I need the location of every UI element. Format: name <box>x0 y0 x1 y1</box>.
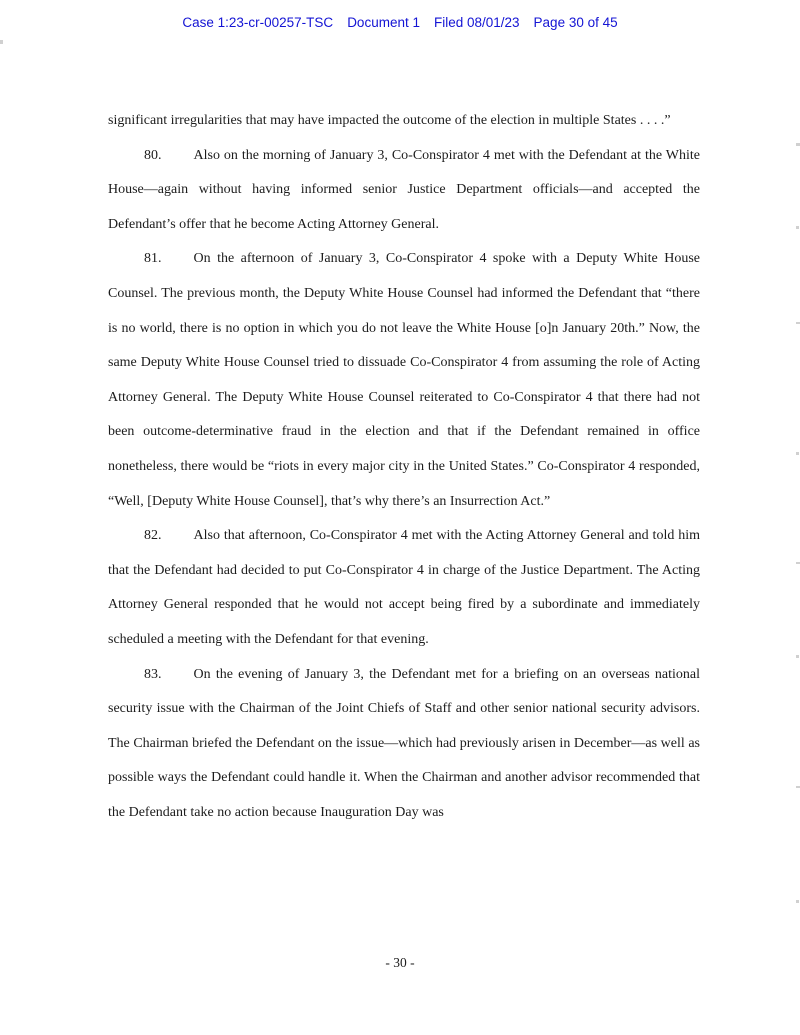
paragraph-number: 81. <box>144 251 162 267</box>
paragraph <box>108 658 700 831</box>
page-indicator: Page 30 of 45 <box>533 15 618 30</box>
paragraph <box>108 242 700 519</box>
scan-artifact <box>796 322 800 324</box>
scan-artifact <box>796 786 800 788</box>
paragraph-number: 82. <box>144 528 162 544</box>
scan-artifact <box>796 226 799 229</box>
paragraph-text: Also on the morning of January 3, Co-Conspirator 4 met with the Defendant at the White House—again without having informed senior Justice Department officials—and accepted the Defendant’s offer that he become Acting Attorney General. <box>108 147 700 232</box>
scan-artifact <box>796 562 800 564</box>
scan-artifact <box>0 40 3 44</box>
paragraph-number: 83. <box>144 666 162 682</box>
page-number-footer: - 30 - <box>385 955 415 970</box>
paragraph-text: Also that afternoon, Co-Conspirator 4 met with the Acting Attorney General and told him that the Defendant had decided to put Co-Conspirator 4 in charge of the Justice Department. The Acting Attorney General responded that he would not accept being fired by a subordinate and immediately scheduled a meeting with the Defendant for that evening. <box>108 528 700 647</box>
filed-date: Filed 08/01/23 <box>433 15 520 30</box>
document-number: Document 1 <box>347 15 420 30</box>
scan-artifact <box>796 143 800 146</box>
scan-artifact <box>796 452 799 455</box>
case-number: Case 1:23-cr-00257-TSC <box>182 15 334 30</box>
pacer-stamp <box>0 15 800 30</box>
paragraph <box>108 519 700 657</box>
paragraph-text: On the afternoon of January 3, Co-Conspirator 4 spoke with a Deputy White House Counsel. The previous month, the Deputy White House Counsel had informed the Defendant that “there is no world, there is no option in which you do not leave the White House [o]n January 20th.” Now, the same Deputy White House Counsel tried to dissuade Co-Conspirator 4 from assuming the role of Acting Attorney General. The Deputy White House Counsel reiterated to Co-Conspirator 4 that there had not been outcome-determinative fraud in the election and that if the Defendant remained in office nonetheless, there would be “riots in every major city in the United States.” Co-Conspirator 4 responded, “Well, [Deputy White House Counsel], that’s why there’s an Insurrection Act.” <box>108 251 700 509</box>
paragraph <box>108 139 700 243</box>
paragraph-text: significant irregularities that may have impacted the outcome of the election in multiple States . . . .” <box>108 113 671 128</box>
scan-artifact <box>796 655 799 658</box>
paragraph <box>108 104 700 139</box>
paragraph-text: On the evening of January 3, the Defendant met for a briefing on an overseas national security issue with the Chairman of the Joint Chiefs of Staff and other senior national security advisors. The Chairman briefed the Defendant on the issue—which had previously arisen in December—as well as possible ways the Defendant could handle it. When the Chairman and another advisor recommended that the Defendant take no action because Inauguration Day was <box>108 666 700 820</box>
document-body <box>108 104 700 830</box>
scan-artifact <box>796 900 799 903</box>
paragraph-number: 80. <box>144 147 162 163</box>
